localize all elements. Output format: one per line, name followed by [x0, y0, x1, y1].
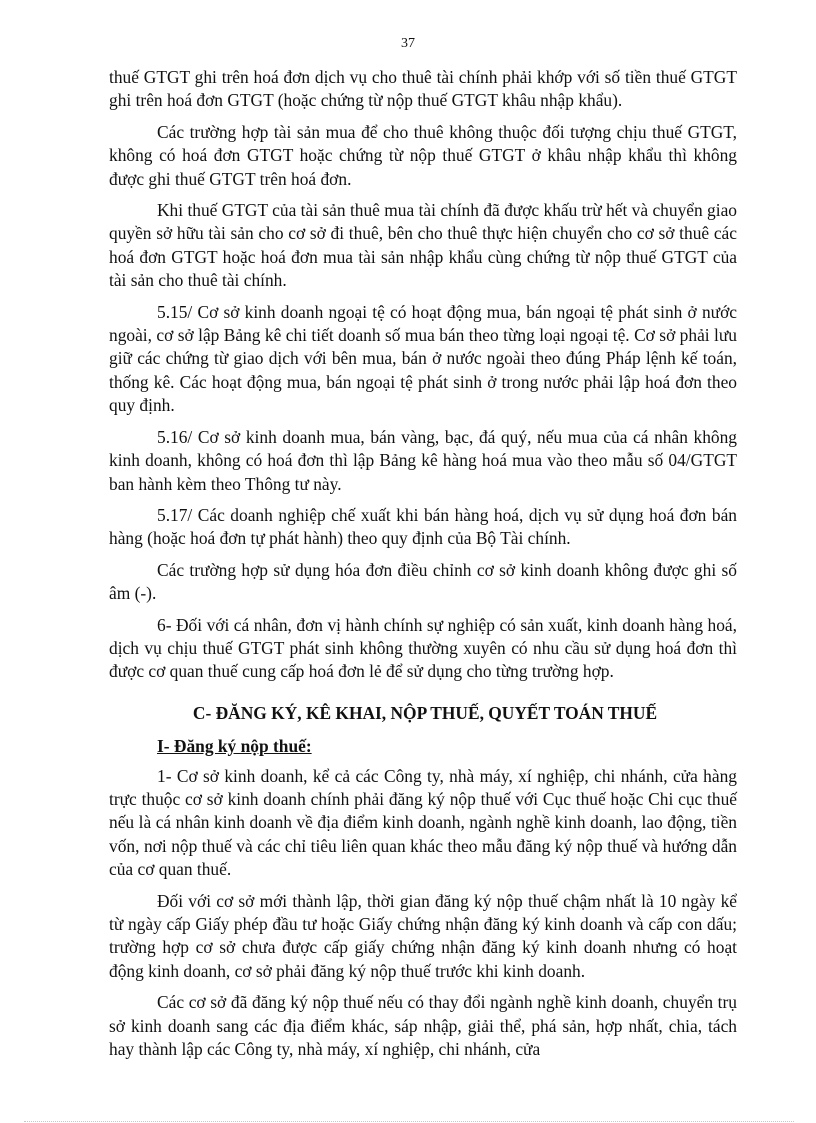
paragraph: Đối với cơ sở mới thành lập, thời gian đăng ký nộp thuế chậm nhất là 10 ngày kể từ ngày cấp Giấy phép đầu tư hoặc Giấy chứng nhận đăng ký kinh doanh và cấp con dấu; trường hợp cơ sở chưa được cấp giấy chứng nhận đăng ký kinh doanh nhưng có hoạt động kinh doanh, cơ sở phải đăng ký nộp thuế trước khi kinh doanh.: [109, 890, 737, 981]
paragraph: Các trường hợp tài sản mua để cho thuê không thuộc đối tượng chịu thuế GTGT, không có hoá đơn GTGT hoặc chứng từ nộp thuế GTGT ở khâu nhập khẩu thì không được ghi thuế GTGT trên hoá đơn.: [109, 121, 737, 189]
paragraph: Khi thuế GTGT của tài sản thuê mua tài chính đã được khấu trừ hết và chuyển giao quyền sở hữu tài sản cho cơ sở đi thuê, bên cho thuê thực hiện chuyển cho cơ sở thuê các hoá đơn GTGT hoặc hoá đơn mua tài sản nhập khẩu cùng chứng từ nộp thuế GTGT của tài sản cho thuê tài chính.: [109, 200, 737, 291]
document-body: [109, 66, 737, 1061]
paragraph: 6- Đối với cá nhân, đơn vị hành chính sự nghiệp có sản xuất, kinh doanh hàng hoá, dịch vụ chịu thuế GTGT phát sinh không thường xuyên có nhu cầu sử dụng hoá đơn thì được cơ quan thuế cung cấp hoá đơn lẻ để sử dụng cho từng trường hợp.: [109, 614, 737, 682]
paragraph: Các trường hợp sử dụng hóa đơn điều chỉnh cơ sở kinh doanh không được ghi số âm (-).: [109, 559, 737, 604]
paragraph: thuế GTGT ghi trên hoá đơn dịch vụ cho thuê tài chính phải khớp với số tiền thuế GTGT ghi trên hoá đơn GTGT (hoặc chứng từ nộp thuế GTGT khâu nhập khẩu).: [109, 67, 737, 111]
paragraph: 1- Cơ sở kinh doanh, kể cả các Công ty, nhà máy, xí nghiệp, chi nhánh, cửa hàng trực thuộc cơ sở kinh doanh chính phải đăng ký nộp thuế với Cục thuế hoặc Chi cục thuế nếu là cá nhân kinh doanh về địa điểm kinh doanh, ngành nghề kinh doanh, lao động, tiền vốn, nơi nộp thuế và các chỉ tiêu liên quan khác theo mẫu đăng ký nộp thuế và hướng dẫn của cơ quan thuế.: [109, 765, 737, 880]
paragraph: 5.17/ Các doanh nghiệp chế xuất khi bán hàng hoá, dịch vụ sử dụng hoá đơn bán hàng (hoặc hoá đơn tự phát hành) theo quy định của Bộ Tài chính.: [109, 504, 737, 549]
page-number: 37: [401, 36, 415, 51]
sub-heading: I- Đăng ký nộp thuế:: [157, 736, 312, 757]
section-heading: C- ĐĂNG KÝ, KÊ KHAI, NỘP THUẾ, QUYẾT TOÁN THUẾ: [192, 702, 658, 723]
page-bottom-divider: [24, 1121, 794, 1122]
paragraph: 5.15/ Cơ sở kinh doanh ngoại tệ có hoạt động mua, bán ngoại tệ phát sinh ở nước ngoài, cơ sở lập Bảng kê chi tiết doanh số mua bán theo từng loại ngoại tệ. Cơ sở phải lưu giữ các chứng từ giao dịch với bên mua, bán ở nước ngoài theo đúng Pháp lệnh kế toán, thống kê. Các hoạt động mua, bán ngoại tệ phát sinh ở trong nước phải lập hoá đơn theo quy định.: [109, 301, 737, 416]
paragraph: Các cơ sở đã đăng ký nộp thuế nếu có thay đổi ngành nghề kinh doanh, chuyển trụ sở kinh doanh sang các địa điểm khác, sáp nhập, giải thể, phá sản, hợp nhất, chia, tách hay thành lập các Công ty, nhà máy, xí nghiệp, chi nhánh, cửa: [109, 992, 737, 1060]
paragraph: 5.16/ Cơ sở kinh doanh mua, bán vàng, bạc, đá quý, nếu mua của cá nhân không kinh doanh, không có hoá đơn thì lập Bảng kê hàng hoá mua vào theo mẫu số 04/GTGT ban hành kèm theo Thông tư này.: [109, 426, 737, 494]
